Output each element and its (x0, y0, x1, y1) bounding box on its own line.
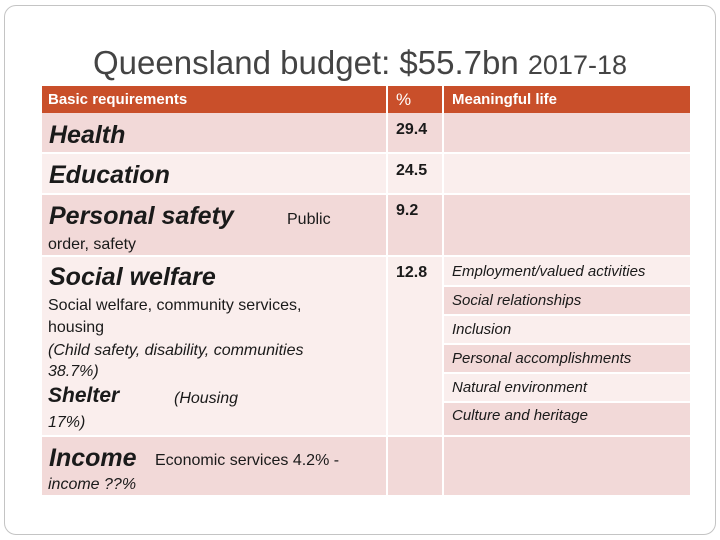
health-label: Health (49, 121, 126, 149)
welfare-desc-line-1: Social welfare, community services, (48, 297, 302, 314)
life-item-5 (444, 374, 690, 403)
shelter-sub-a: (Housing (174, 390, 239, 407)
life-item-4 (444, 345, 690, 374)
life-item-label: Culture and heritage (452, 407, 588, 424)
row-education-pct-cell (388, 154, 444, 195)
title-year: 2017-18 (527, 50, 627, 80)
health-pct: 29.4 (396, 121, 428, 138)
row-health-life-cell (444, 113, 690, 154)
shelter-label: Shelter (48, 384, 120, 407)
life-item-3 (444, 316, 690, 345)
row-safety-life-cell (444, 195, 690, 257)
row-income-pct-cell (388, 437, 444, 495)
safety-sub-b: order, safety (48, 236, 137, 253)
safety-sub-a: Public (287, 211, 331, 228)
header-pct: % (396, 90, 412, 109)
welfare-label: Social welfare (49, 263, 216, 291)
header-basic-cell (42, 86, 388, 113)
title-main: Queensland budget: $55.7bn (93, 44, 519, 81)
row-safety-pct-cell (388, 195, 444, 257)
row-welfare-label-cell (42, 257, 388, 437)
welfare-desc-line-4: 38.7%) (48, 363, 99, 380)
header-pct-cell (388, 86, 444, 113)
header-basic: Basic requirements (48, 91, 188, 108)
education-label: Education (49, 161, 170, 189)
row-education-label-cell (42, 154, 388, 195)
life-item-1 (444, 257, 690, 287)
life-item-label: Personal accomplishments (452, 350, 632, 367)
life-item-2 (444, 287, 690, 316)
life-item-6 (444, 403, 690, 437)
row-income-life-cell (444, 437, 690, 495)
life-item-label: Natural environment (452, 379, 588, 396)
shelter-sub-b: 17%) (48, 414, 86, 431)
row-education-life-cell (444, 154, 690, 195)
header-life-cell (444, 86, 690, 113)
welfare-desc-line-3: (Child safety, disability, communities (48, 342, 304, 359)
row-welfare-pct-cell (388, 257, 444, 437)
life-item-label: Employment/valued activities (452, 263, 646, 280)
life-item-label: Inclusion (452, 321, 512, 338)
income-label: Income (49, 444, 137, 472)
safety-label: Personal safety (49, 202, 234, 230)
row-health-label-cell (42, 113, 388, 154)
row-safety-label-cell (42, 195, 388, 257)
life-item-label: Social relationships (452, 292, 582, 309)
income-sub-a: Economic services 4.2% - (155, 452, 340, 469)
welfare-pct: 12.8 (396, 264, 428, 281)
slide-title (0, 44, 720, 82)
header-life: Meaningful life (452, 91, 557, 108)
row-health-pct-cell (388, 113, 444, 154)
income-sub-b: income ??% (48, 476, 137, 493)
row-income-label-cell (42, 437, 388, 495)
welfare-desc-line-2: housing (48, 319, 105, 336)
education-pct: 24.5 (396, 162, 428, 179)
safety-pct: 9.2 (396, 202, 419, 219)
